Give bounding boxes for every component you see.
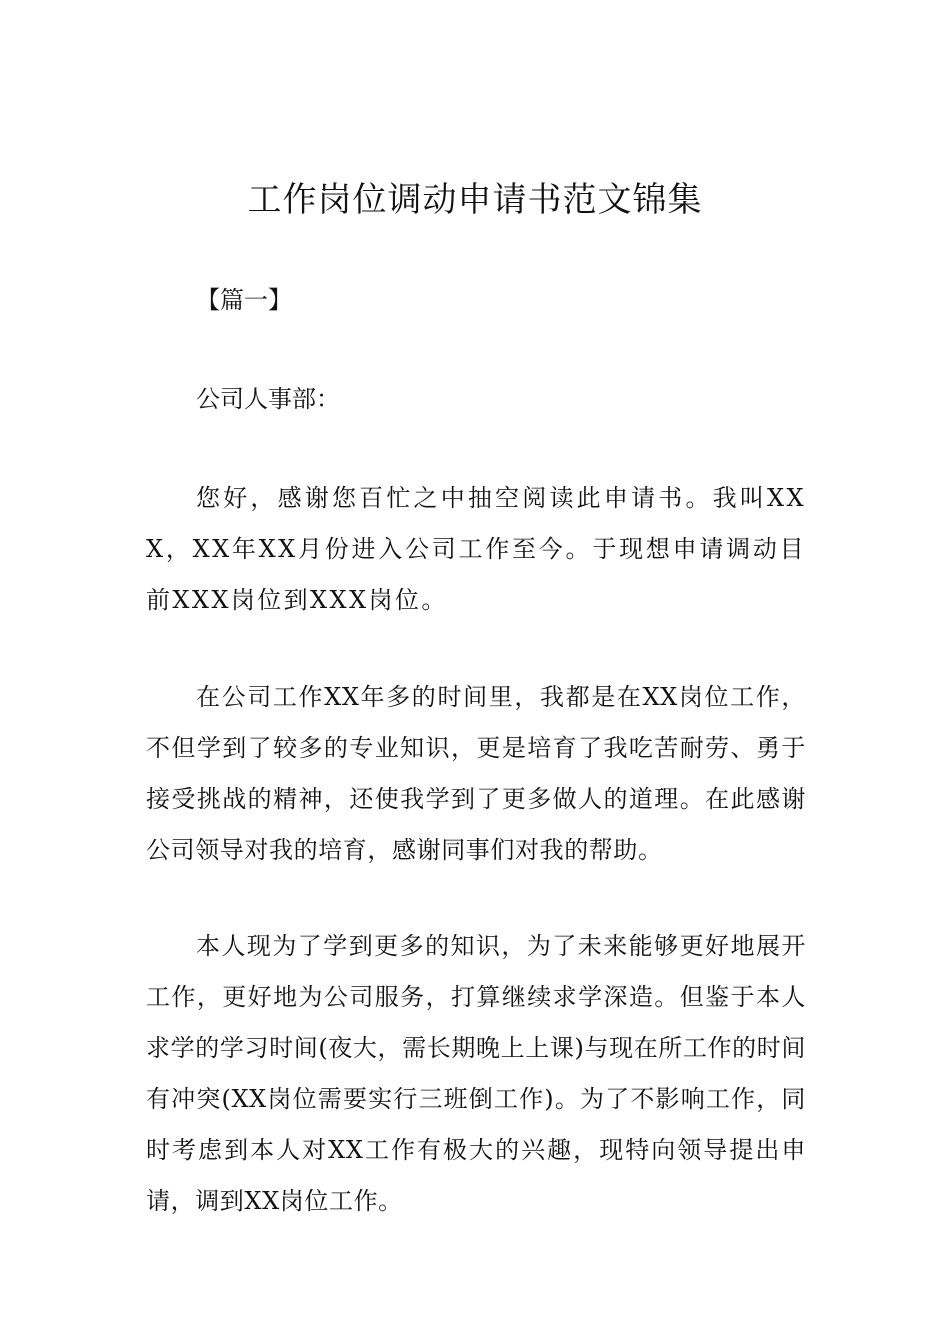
body-paragraph: 在公司工作XX年多的时间里，我都是在XX岗位工作，不但学到了较多的专业知识，更是培育了我吃苦耐劳、勇于接受挑战的精神，还使我学到了更多做人的道理。在此感谢公司领导对我的培育，感谢同事们对我的帮助。 [146,683,806,864]
salutation: 公司人事部： [196,385,340,413]
body-paragraph: 本人现为了学到更多的知识，为了未来能够更好地展开工作，更好地为公司服务，打算继续求学深造。但鉴于本人求学的学习时间(夜大，需长期晚上上课)与现在所工作的时间有冲突(XX岗位需要实行三班倒工作)。为了不影响工作，同时考虑到本人对XX工作有极大的兴趣，现特向领导提出申请，调到XX岗位工作。 [146,932,806,1215]
section-label: 【篇一】 [196,286,292,314]
body-paragraph: 您好，感谢您百忙之中抽空阅读此申请书。我叫XXX，XX年XX月份进入公司工作至今。于现想申请调动目前XXX岗位到XXX岗位。 [146,484,806,614]
document-title: 工作岗位调动申请书范文锦集 [247,180,703,220]
